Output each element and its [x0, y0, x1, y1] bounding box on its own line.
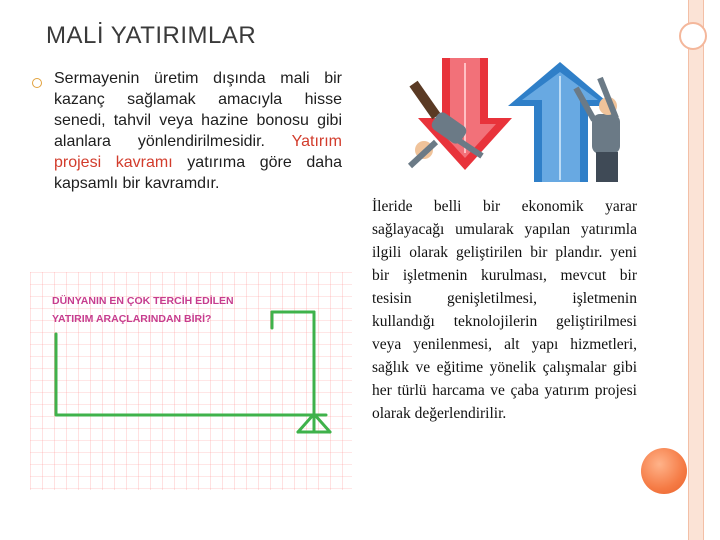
intro-text-part1: Sermayenin üretim dışında mali bir kazanç sağlamak amacıyla hisse senedi, tahvil veya hazine bonosu gibi alanlara yönlendirilmesidir.: [54, 70, 342, 150]
decorative-circle-bottom: [641, 448, 687, 494]
decorative-stripe: [688, 0, 704, 540]
grid-caption-line2: YATIRIM ARAÇLARINDAN BİRİ?: [52, 313, 212, 325]
decorative-circle-top: [679, 22, 707, 50]
circle-bullet-icon: [32, 78, 42, 88]
project-definition-paragraph: İleride belli bir ekonomik yarar sağlayacağı umularak yapılan yatırımla ilgili olarak geliştirilen bir plandır. yeni bir işletmenin kurulması, mevcut bir tesisin genişletilmesi, işletmenin kullandığı teknolojilerin geliştirilmesi veya yenilenmesi, alt yapı hizmetleri, sağlık ve eğitime yönelik çalışmalar gibi her türlü harcama ve çaba yatırım projesi olarak değerlendirilir.: [372, 198, 637, 422]
intro-text-part2: yatırıma göre daha kapsamlı bir kavramdır.: [54, 154, 342, 192]
arrows-illustration: [380, 58, 638, 182]
grid-illustration: [30, 272, 352, 490]
slide-title: MALİ YATIRIMLAR: [46, 22, 257, 49]
grid-caption-line1: DÜNYANIN EN ÇOK TERCİH EDİLEN: [52, 295, 234, 307]
intro-paragraph: [54, 68, 342, 194]
intro-highlight: Yatırım projesi kavramı: [54, 133, 342, 171]
